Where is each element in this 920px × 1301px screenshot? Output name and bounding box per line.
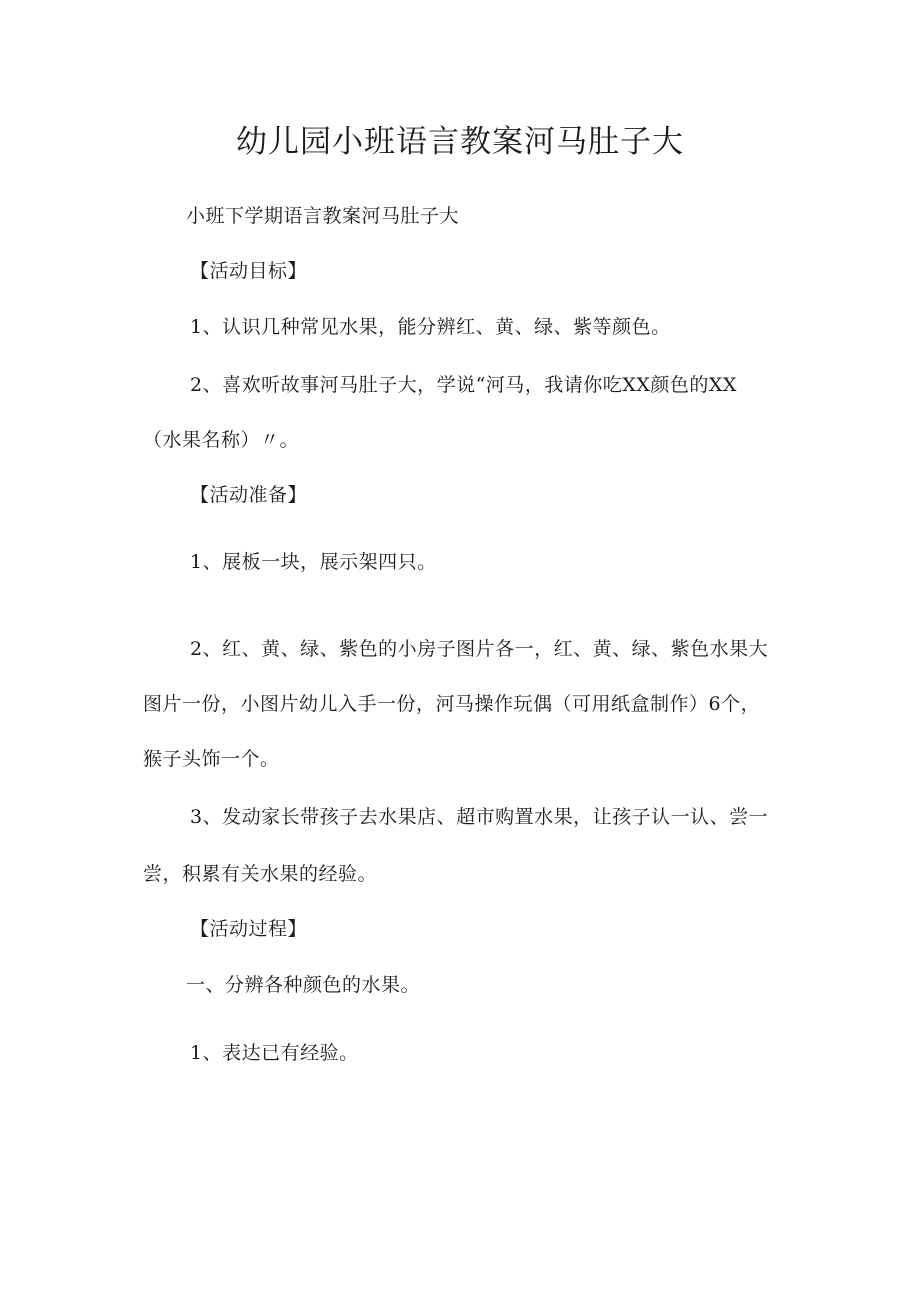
prep-item-3-line-2: 尝，积累有关水果的经验。 xyxy=(143,863,378,885)
goal-item-1: 1、认识几种常见水果，能分辨红、黄、绿、紫等颜色。 xyxy=(190,316,671,338)
subtitle: 小班下学期语言教案河马肚子大 xyxy=(186,205,460,227)
page-title: 幼儿园小班语言教案河马肚子大 xyxy=(236,124,684,160)
section-heading-process: 【活动过程】 xyxy=(190,918,308,940)
process-step-1-1: 1、表达已有经验。 xyxy=(190,1042,359,1064)
goal-item-2-line-2: （水果名称）〃。 xyxy=(143,429,300,451)
prep-item-2-line-2: 图片一份，小图片幼儿入手一份，河马操作玩偶（可用纸盒制作）6个， xyxy=(143,693,761,715)
prep-item-2-line-1: 2、红、黄、绿、紫色的小房子图片各一，红、黄、绿、紫色水果大 xyxy=(190,638,769,660)
prep-item-1: 1、展板一块，展示架四只。 xyxy=(190,551,437,573)
section-heading-goals: 【活动目标】 xyxy=(190,260,308,282)
prep-item-3-line-1: 3、发动家长带孩子去水果店、超市购置水果，让孩子认一认、尝一 xyxy=(190,806,769,828)
section-heading-preparation: 【活动准备】 xyxy=(190,484,308,506)
prep-item-2-line-3: 猴子头饰一个。 xyxy=(143,748,280,770)
goal-item-2-line-1: 2、喜欢听故事河马肚子大，学说“河马，我请你吃XX颜色的XX xyxy=(190,374,737,396)
process-step-1: 一、分辨各种颜色的水果。 xyxy=(186,974,421,996)
